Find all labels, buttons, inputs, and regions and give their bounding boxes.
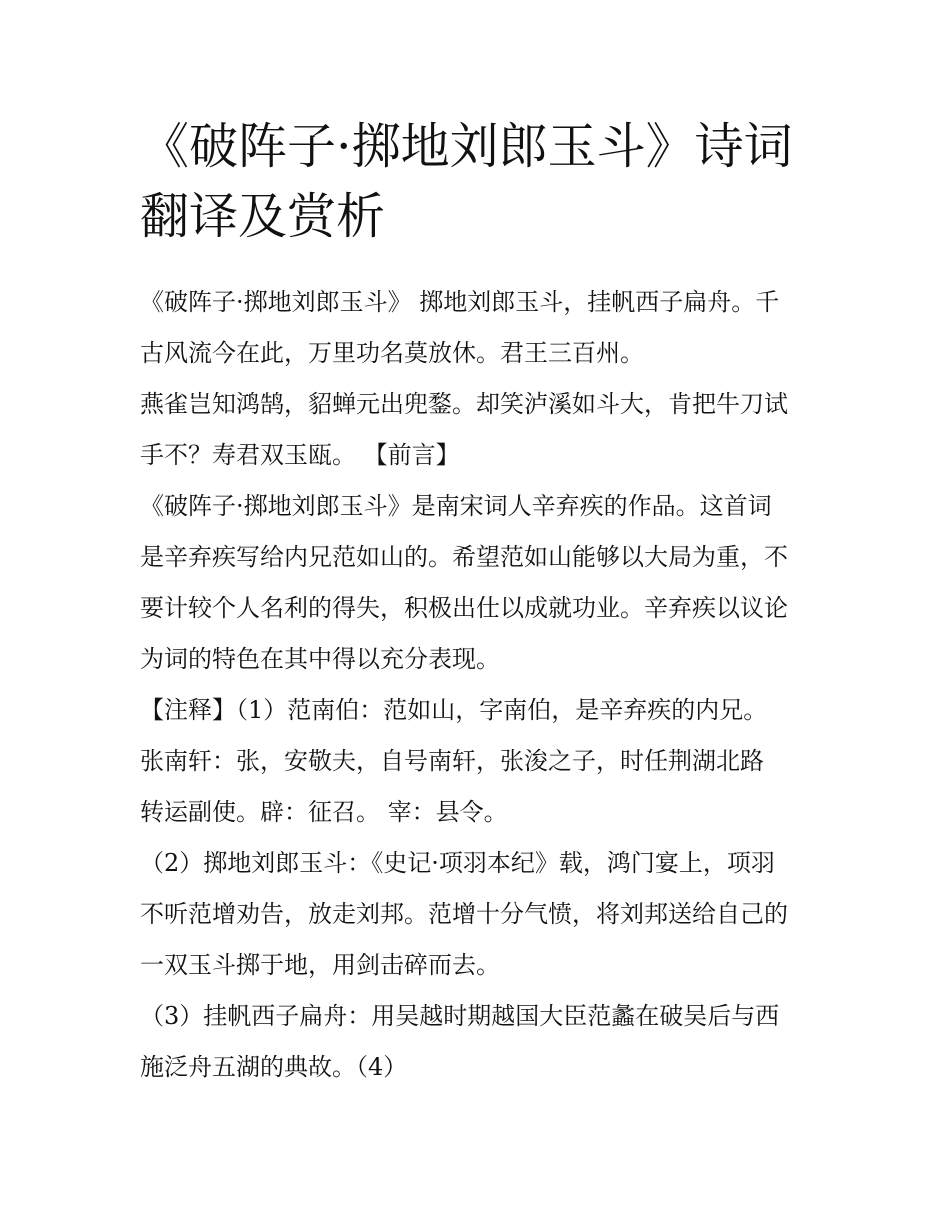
text-line: 《破阵子·掷地刘郎玉斗》 掷地刘郎玉斗，挂帆西子扁舟。千 [140,288,780,316]
text-line: 《破阵子·掷地刘郎玉斗》是南宋词人辛弃疾的作品。这首词 [140,492,772,520]
text-line: 不听范增劝告，放走刘邦。范增十分气愤，将刘邦送给自己的 [140,900,788,928]
text-line: 张南轩：张，安敬夫，自号南轩，张浚之子，时任荆湖北路 [140,747,764,775]
text-line: 一双玉斗掷于地，用剑击碎而去。 [140,951,500,979]
text-line: （2）掷地刘郎玉斗：《史记·项羽本纪》载，鸿门宴上，项羽 [140,849,775,877]
text-line: 要计较个人名利的得失，积极出仕以成就功业。辛弃疾以议论 [140,594,788,622]
document-title [140,112,820,252]
text-line: 燕雀岂知鸿鹄，貂蝉元出兜鍪。却笑泸溪如斗大，肯把牛刀试 [140,390,788,418]
text-line: 古风流今在此，万里功名莫放休。君王三百州。 [140,339,644,367]
text-line: 转运副使。辟：征召。 宰：县令。 [140,798,508,826]
text-line: （3）挂帆西子扁舟：用吴越时期越国大臣范蠡在破吴后与西 [140,1002,780,1030]
text-line: 为词的特色在其中得以充分表现。 [140,645,500,673]
title-line: 翻译及赏析 [140,188,386,245]
title-line: 《破阵子·掷地刘郎玉斗》诗词 [140,118,793,175]
text-line: 手不？寿君双玉瓯。 【前言】 [140,441,460,469]
document-body [140,277,830,1093]
text-line: 【注释】（1）范南伯：范如山，字南伯，是辛弃疾的内兄。 [140,696,768,724]
text-line: 是辛弃疾写给内兄范如山的。希望范如山能够以大局为重，不 [140,543,788,571]
text-line: 施泛舟五湖的典故。（4） [140,1053,408,1081]
